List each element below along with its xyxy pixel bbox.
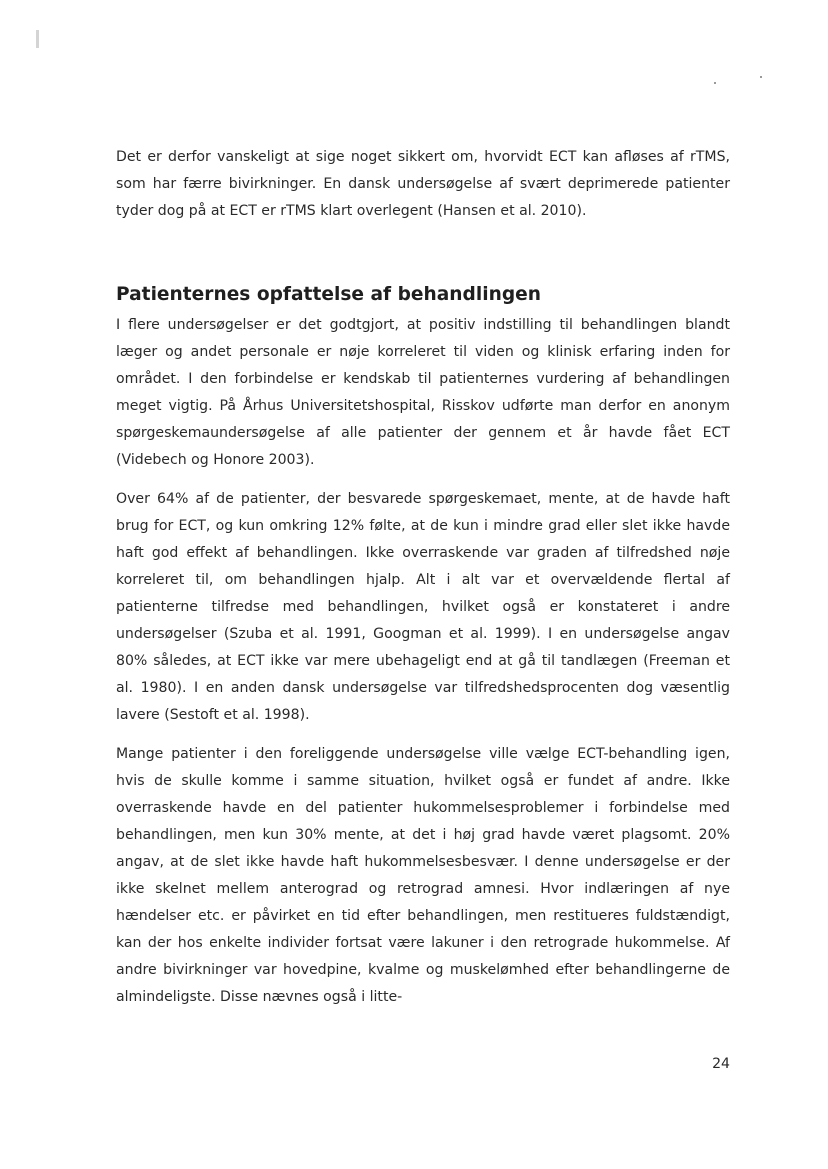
body-paragraph: Mange patienter i den foreliggende undersøgelse ville vælge ECT-behandling igen, hvis de skulle komme i samme situation, hvilket også er fundet af andre. Ikke overraskende havde en del patienter hukommelsesproblemer i forbindelse med behandlingen, men kun 30% mente, at det i høj grad havde været plagsomt. 20% angav, at de slet ikke havde haft hukommelsesbesvær. I denne undersøgelse er der ikke skelnet mellem anterograd og retrograd amnesi. Hvor indlæringen af nye hændelser etc. er påvirket en tid efter behandlingen, men restitueres fuldstændigt, kan der hos enkelte individer fortsat være lakuner i den retrograde hukommelse. Af andre bivirkninger var hovedpine, kvalme og muskelømhed efter behandlingerne de almindeligste. Disse nævnes også i litte- (116, 746, 730, 1005)
section-heading: Patienternes opfattelse af behandlingen (116, 284, 541, 305)
scan-artifact (36, 30, 39, 48)
scan-artifact (714, 82, 716, 84)
intro-paragraph: Det er derfor vanskeligt at sige noget sikkert om, hvorvidt ECT kan afløses af rTMS, som har færre bivirkninger. En dansk undersøgelse af svært deprimerede patienter tyder dog på at ECT er rTMS klart overlegent (Hansen et al. 2010). (116, 149, 730, 219)
body-paragraph: I flere undersøgelser er det godtgjort, at positiv indstilling til behandlingen blandt læger og andet personale er nøje korreleret til viden og klinisk erfaring inden for området. I den forbindelse er kendskab til patienternes vurdering af behandlingen meget vigtig. På Århus Universitetshospital, Risskov udførte man derfor en anonym spørgeskemaundersøgelse af alle patienter der gennem et år havde fået ECT (Videbech og Honore 2003). (116, 317, 730, 468)
scan-artifact (760, 76, 762, 78)
body-paragraph: Over 64% af de patienter, der besvarede spørgeskemaet, mente, at de havde haft brug for ECT, og kun omkring 12% følte, at de kun i mindre grad eller slet ikke havde haft god effekt af behandlingen. Ikke overraskende var graden af tilfredshed nøje korreleret til, om behandlingen hjalp. Alt i alt var et overvældende flertal af patienterne tilfredse med behandlingen, hvilket også er konstateret i andre undersøgelser (Szuba et al. 1991, Googman et al. 1999). I en undersøgelse angav 80% således, at ECT ikke var mere ubehageligt end at gå til tandlægen (Freeman et al. 1980). I en anden dansk undersøgelse var tilfredshedsprocenten dog væsentlig lavere (Sestoft et al. 1998). (116, 491, 730, 723)
page-number: 24 (712, 1056, 730, 1072)
page-body (116, 144, 730, 1011)
